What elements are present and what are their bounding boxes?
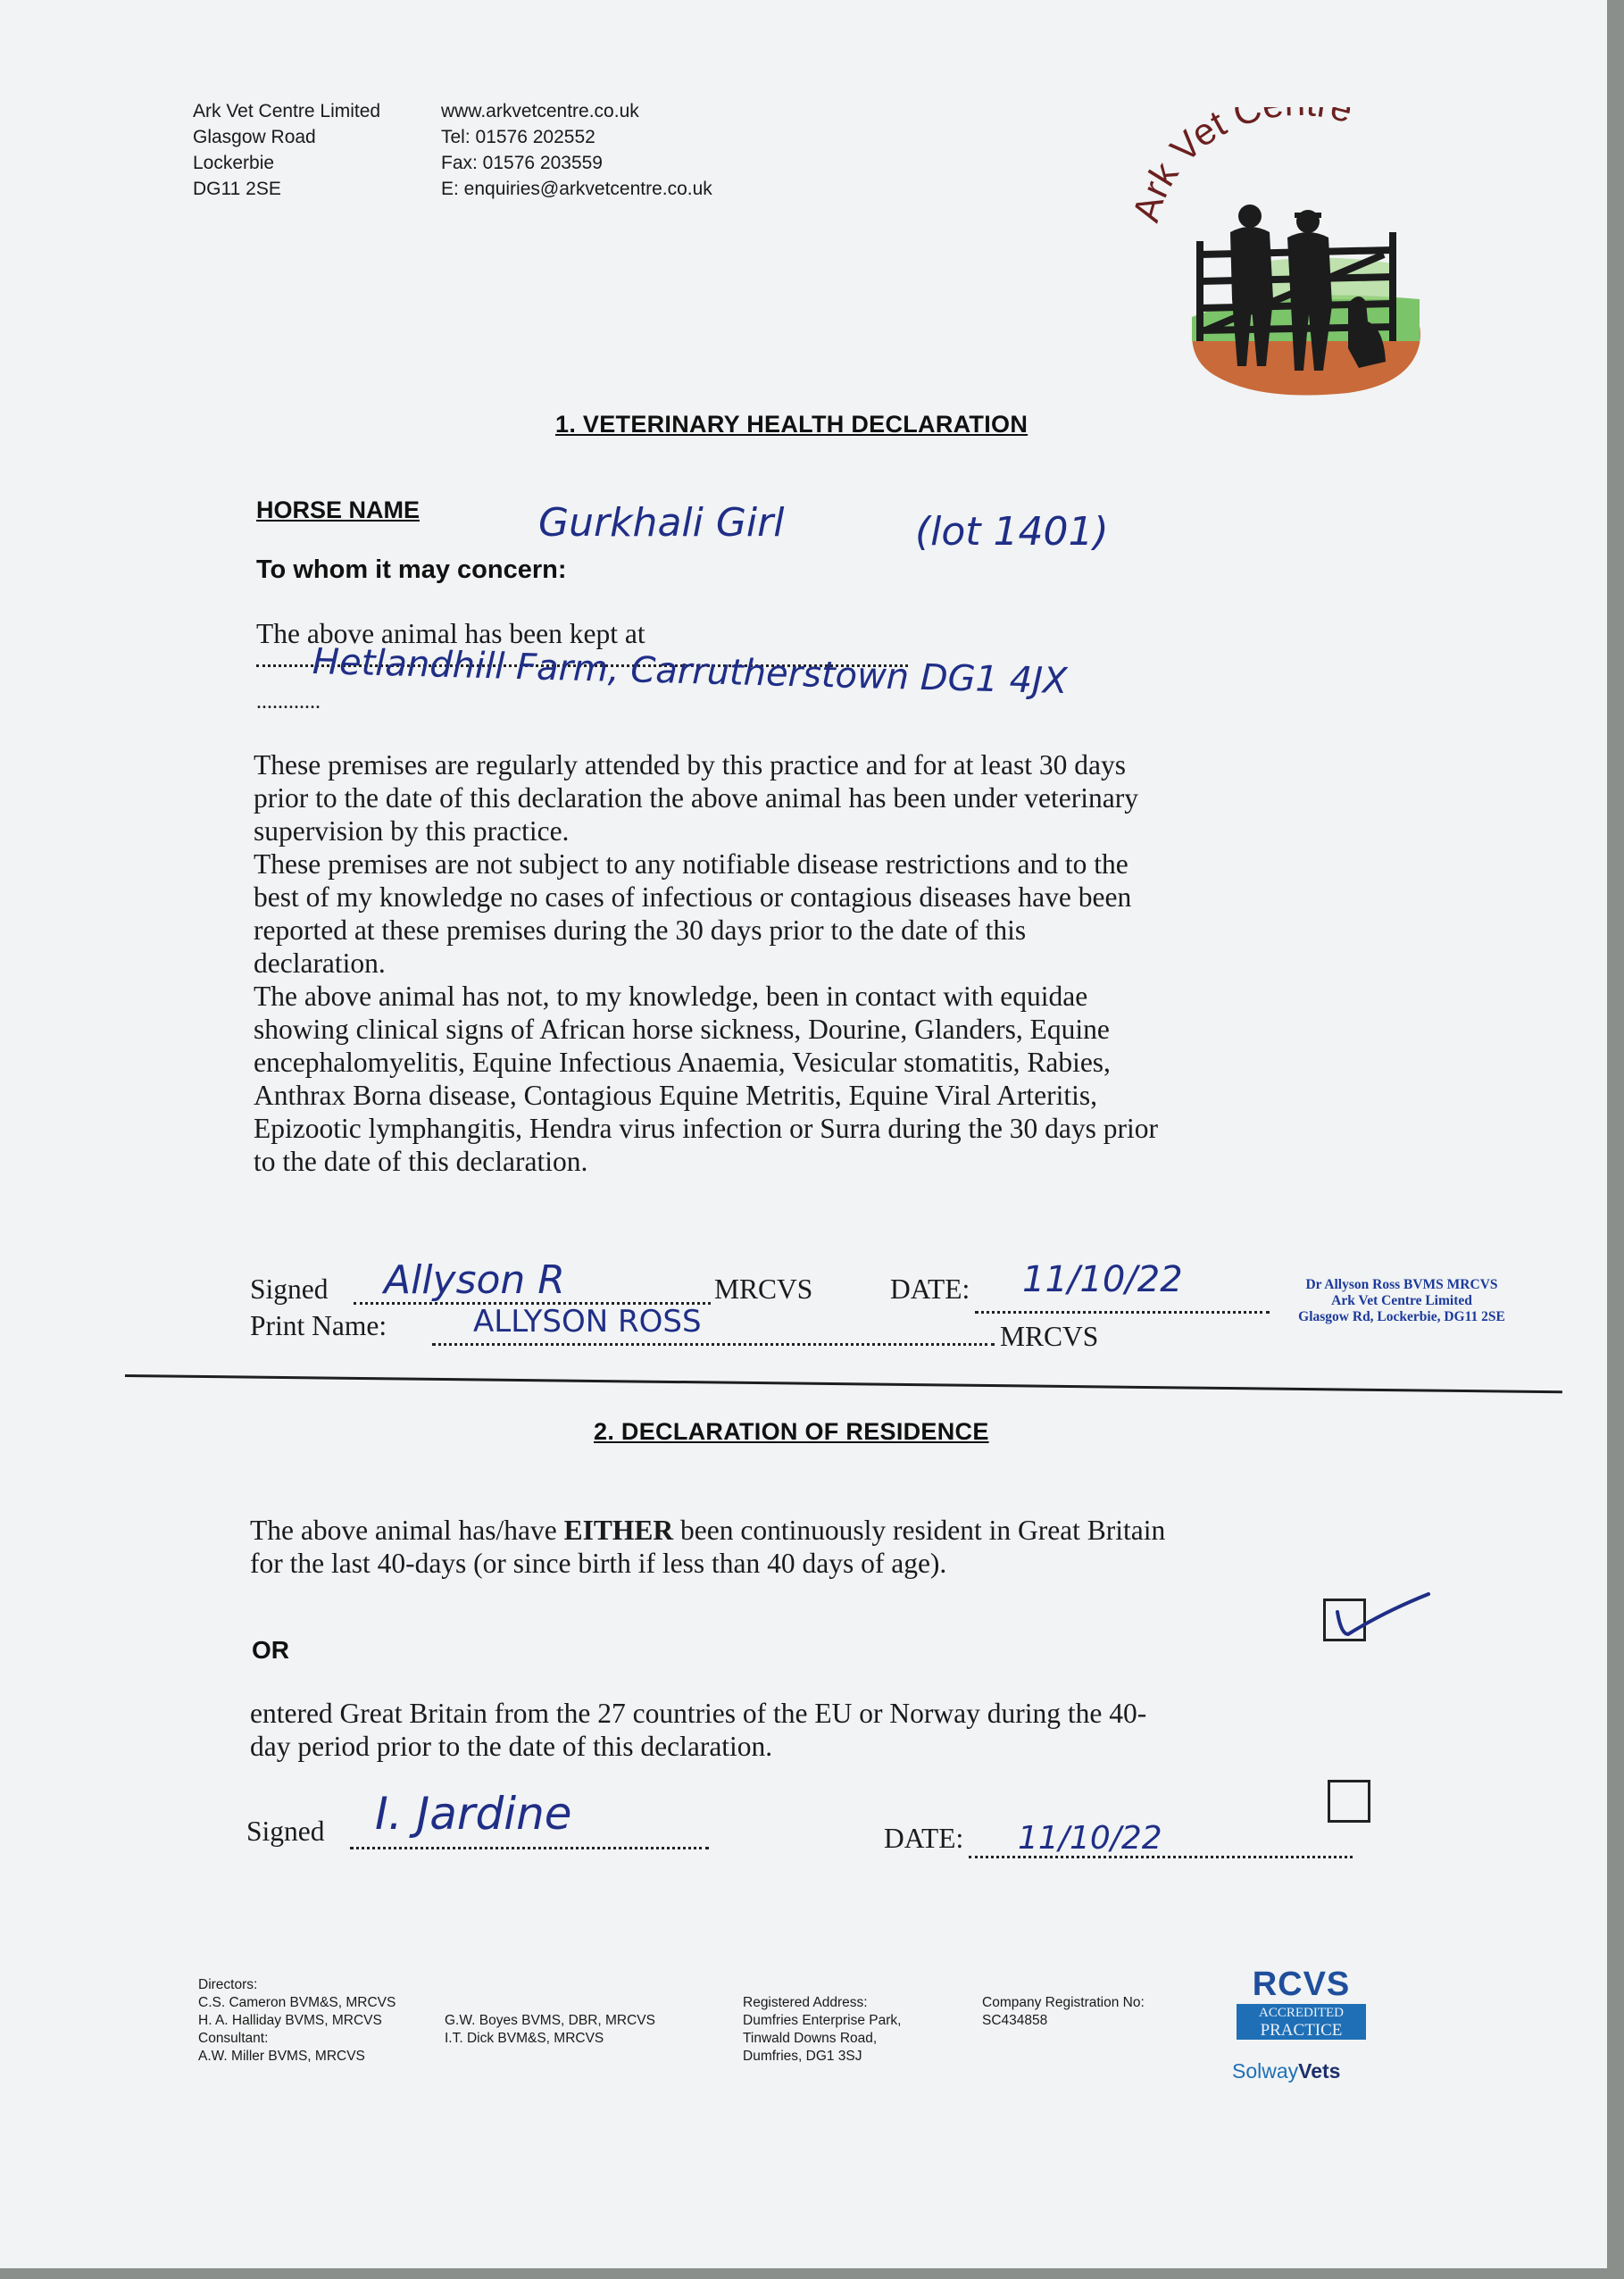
company-number: SC434858 bbox=[982, 2013, 1048, 2028]
date-dotted-line bbox=[975, 1300, 1270, 1314]
rcvs-sub1: ACCREDITED bbox=[1259, 2006, 1344, 2020]
vet-stamp bbox=[1268, 1277, 1536, 1325]
registered-line: Dumfries, DG1 3SJ bbox=[743, 2049, 862, 2064]
text-line: These premises are regularly attended by this practice and for at least 30 days bbox=[254, 749, 1126, 781]
section1-title: 1. VETERINARY HEALTH DECLARATION bbox=[555, 411, 1029, 438]
text-line: showing clinical signs of African horse sickness, Dourine, Glanders, Equine bbox=[254, 1014, 1110, 1045]
checkmark-icon bbox=[1330, 1585, 1437, 1648]
horse-name-value: Gurkhali Girl bbox=[538, 500, 785, 546]
either-pre: The above animal has/have bbox=[250, 1515, 564, 1546]
kept-at-label: The above animal has been kept at bbox=[256, 618, 645, 649]
text-line: supervision by this practice. bbox=[254, 815, 570, 847]
rcvs-title: RCVS bbox=[1252, 1966, 1351, 2003]
date-value: 11/10/22 bbox=[1022, 1259, 1183, 1300]
contact-website: www.arkvetcentre.co.uk bbox=[441, 101, 639, 121]
registered-label: Registered Address: bbox=[743, 1995, 868, 2010]
signature-vet: Allyson R bbox=[384, 1257, 565, 1303]
either-post: been continuously resident in Great Britain bbox=[673, 1515, 1166, 1546]
text-line: declaration. bbox=[254, 947, 386, 979]
footer-directors bbox=[198, 1976, 396, 2066]
text-line: entered Great Britain from the 27 countries of the EU or Norway during the 40- bbox=[250, 1698, 1147, 1729]
stamp-line: Glasgow Rd, Lockerbie, DG11 2SE bbox=[1298, 1309, 1505, 1324]
consultant-label: Consultant: bbox=[198, 2031, 269, 2046]
rcvs-sub2: PRACTICE bbox=[1260, 2021, 1343, 2040]
mrcvs-label: MRCVS bbox=[714, 1273, 813, 1305]
eu-entry-checkbox[interactable] bbox=[1328, 1780, 1370, 1823]
text-line: prior to the date of this declaration the above animal has been under veterinary bbox=[254, 782, 1138, 814]
or-label: OR bbox=[252, 1636, 289, 1664]
solway-pre: Solway bbox=[1232, 2059, 1299, 2083]
address-line: Lockerbie bbox=[193, 153, 275, 173]
contact-email: E: enquiries@arkvetcentre.co.uk bbox=[441, 179, 712, 199]
contact-fax: Fax: 01576 203559 bbox=[441, 153, 603, 173]
directors-label: Directors: bbox=[198, 1977, 258, 1992]
logo-text-path: Ark Vet C e bbox=[1125, 107, 1357, 227]
text-line: Epizootic lymphangitis, Hendra virus infection or Surra during the 30 days prior bbox=[254, 1113, 1159, 1144]
print-name-label: Print Name: bbox=[250, 1310, 387, 1341]
signed-label: Signed bbox=[250, 1273, 329, 1305]
text-line bbox=[250, 1514, 1165, 1547]
text-line: The above animal has not, to my knowledge, been in contact with equidae bbox=[254, 981, 1088, 1012]
text-line: for the last 40-days (or since birth if less than 40 days of age). bbox=[250, 1548, 947, 1579]
paragraph-supervision bbox=[254, 748, 1158, 1178]
date-value-2: 11/10/22 bbox=[1018, 1820, 1162, 1857]
signed-label-2: Signed bbox=[246, 1816, 325, 1847]
kept-at-value: Hetlandhill Farm, Carrutherstown DG1 4JX bbox=[312, 641, 1068, 703]
horse-name-label: HORSE NAME bbox=[256, 497, 421, 523]
entered-paragraph bbox=[250, 1697, 1146, 1763]
either-paragraph bbox=[250, 1514, 1165, 1580]
director: H. A. Halliday BVMS, MRCVS bbox=[198, 2013, 382, 2028]
solway-vets-logo bbox=[1232, 2059, 1340, 2083]
logo-text bbox=[1125, 107, 1357, 226]
text-line: best of my knowledge no cases of infectious or contagious diseases have been bbox=[254, 881, 1132, 913]
date-label: DATE: bbox=[890, 1273, 970, 1305]
footer-registered-address bbox=[743, 1994, 901, 2066]
rcvs-accredited-logo bbox=[1237, 1966, 1366, 2040]
section-divider bbox=[125, 1374, 1562, 1393]
director: I.T. Dick BVM&S, MRCVS bbox=[445, 2031, 604, 2046]
address-line: DG11 2SE bbox=[193, 179, 281, 199]
date-label-2: DATE: bbox=[884, 1823, 964, 1854]
text-line: reported at these premises during the 30 days prior to the date of this bbox=[254, 914, 1027, 946]
address-line: Ark Vet Centre Limited bbox=[193, 101, 381, 121]
text-line: encephalomyelitis, Equine Infectious Anaemia, Vesicular stomatitis, Rabies, bbox=[254, 1047, 1111, 1078]
horse-lot-value: (lot 1401) bbox=[915, 509, 1109, 555]
ark-vet-logo bbox=[1125, 107, 1455, 411]
consultant: A.W. Miller BVMS, MRCVS bbox=[198, 2049, 365, 2064]
section2-title: 2. DECLARATION OF RESIDENCE bbox=[594, 1418, 989, 1445]
contact-tel: Tel: 01576 202552 bbox=[441, 127, 595, 147]
text-line: Anthrax Borna disease, Contagious Equine Metritis, Equine Viral Arteritis, bbox=[254, 1080, 1097, 1111]
solway-bold: Vets bbox=[1298, 2059, 1341, 2083]
footer-company bbox=[982, 1994, 1145, 2030]
concern-heading: To whom it may concern: bbox=[256, 555, 567, 584]
signature-owner: I. Jardine bbox=[375, 1788, 572, 1840]
director: G.W. Boyes BVMS, DBR, MRCVS bbox=[445, 2013, 655, 2028]
print-name-value: ALLYSON ROSS bbox=[473, 1304, 702, 1340]
either-bold: EITHER bbox=[563, 1515, 674, 1546]
text-line: to the date of this declaration. bbox=[254, 1146, 588, 1177]
registered-line: Dumfries Enterprise Park, bbox=[743, 2013, 902, 2028]
two-men-and-dog-at-gate-icon bbox=[1125, 107, 1455, 411]
address-line: Glasgow Road bbox=[193, 127, 316, 147]
rcvs-banner bbox=[1237, 2004, 1366, 2040]
text-line: day period prior to the date of this declaration. bbox=[250, 1731, 773, 1762]
company-label: Company Registration No: bbox=[982, 1995, 1145, 2010]
practice-address bbox=[193, 98, 380, 202]
text-line: These premises are not subject to any notifiable disease restrictions and to the bbox=[254, 848, 1128, 880]
mrcvs-label-2: MRCVS bbox=[1000, 1321, 1099, 1352]
registered-line: Tinwald Downs Road, bbox=[743, 2031, 878, 2046]
stamp-line: Ark Vet Centre Limited bbox=[1331, 1293, 1472, 1308]
director: C.S. Cameron BVM&S, MRCVS bbox=[198, 1995, 396, 2010]
stamp-line: Dr Allyson Ross BVMS MRCVS bbox=[1305, 1277, 1498, 1292]
kept-at-trailing: ............ bbox=[256, 690, 321, 714]
practice-contact bbox=[441, 98, 712, 202]
footer-directors-col2 bbox=[445, 2012, 655, 2048]
